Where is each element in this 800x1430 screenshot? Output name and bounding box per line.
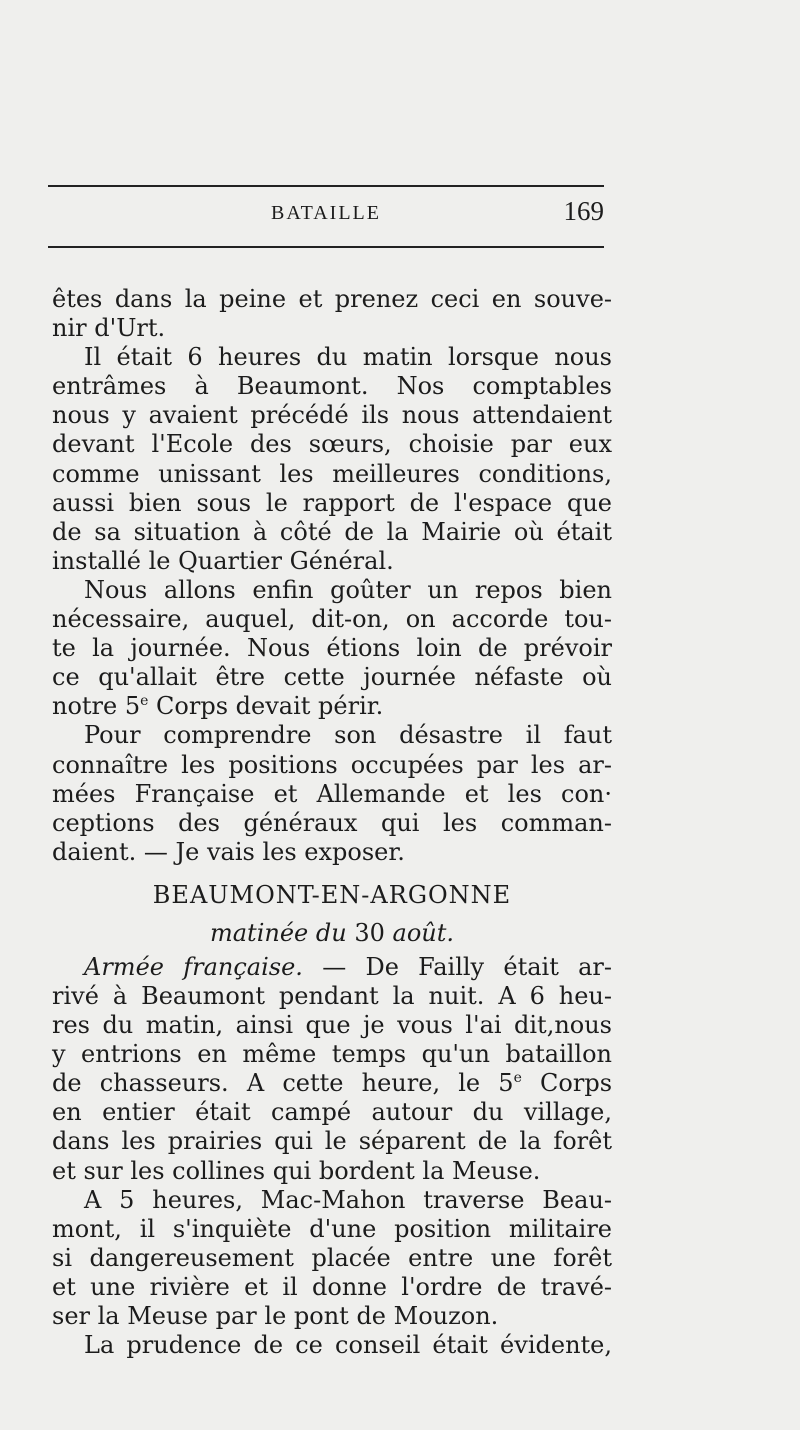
text-line: en entier était campé autour du village, xyxy=(52,1098,612,1127)
text-line: mées Française et Allemande et les con· xyxy=(52,779,612,808)
text-line: et une rivière et il donne l'ordre de travé- xyxy=(52,1272,612,1301)
text-line: êtes dans la peine et prenez ceci en souve- xyxy=(52,285,612,313)
text-line: ceptions des généraux qui les comman- xyxy=(52,808,612,837)
text-line: Nous allons enfin goûter un repos bien xyxy=(84,575,612,604)
header-rule-top xyxy=(48,185,604,187)
text-line: entrâmes à Beaumont. Nos comptables xyxy=(52,372,612,401)
text-line: ser la Meuse par le pont de Mouzon. xyxy=(52,1302,499,1330)
text-line: et sur les collines qui bordent la Meuse. xyxy=(52,1156,541,1185)
text-line: nir d'Urt. xyxy=(52,314,166,343)
running-title: BATAILLE xyxy=(271,202,381,224)
text-line: y entrions en même temps qu'un bataillon xyxy=(52,1040,612,1069)
page-number: 169 xyxy=(563,196,604,226)
text-line: notre 5e Corps devait périr. xyxy=(52,692,384,721)
body-text xyxy=(52,285,612,1360)
header-rule-bottom xyxy=(48,246,604,248)
text-line: nécessaire, auquel, dit-on, on accorde tou- xyxy=(52,605,612,634)
text-line: de sa situation à côté de la Mairie où était xyxy=(52,517,612,546)
text-line: comme unissant les meilleures conditions, xyxy=(52,459,612,488)
text-line: daient. — Je vais les exposer. xyxy=(52,837,405,866)
text-line: Il était 6 heures du matin lorsque nous xyxy=(84,343,612,372)
text-line: La prudence de ce conseil était évidente, xyxy=(84,1331,612,1360)
text-line: Armée française. — De Failly était ar- xyxy=(84,952,613,981)
text-line: Pour comprendre son désastre il faut xyxy=(84,721,612,750)
text-line: devant l'Ecole des sœurs, choisie par eux xyxy=(52,430,612,459)
text-line: de chasseurs. A cette heure, le 5e Corps xyxy=(52,1069,613,1098)
text-line: si dangereusement placée entre une forêt xyxy=(52,1243,612,1272)
text-line: installé le Quartier Général. xyxy=(52,546,394,575)
text-line: rivé à Beaumont pendant la nuit. A 6 heu- xyxy=(52,981,612,1010)
section-heading: BEAUMONT-EN-ARGONNE xyxy=(152,880,512,909)
text-line: res du matin, ainsi que je vous l'ai dit,nous xyxy=(52,1011,612,1040)
text-line: dans les prairies qui le séparent de la forêt xyxy=(52,1127,612,1156)
text-line: connaître les positions occupées par les ar- xyxy=(52,750,612,779)
text-line: nous y avaient précédé ils nous attendaient xyxy=(52,401,612,430)
section-subheading: matinée du 30 août. xyxy=(209,918,455,947)
text-line: ce qu'allait être cette journée néfaste où xyxy=(52,663,612,692)
text-line: A 5 heures, Mac-Mahon traverse Beau- xyxy=(84,1185,612,1214)
text-line: aussi bien sous le rapport de l'espace que xyxy=(52,488,612,517)
text-line: te la journée. Nous étions loin de prévoir xyxy=(52,634,612,663)
text-line: mont, il s'inquiète d'une position militaire xyxy=(52,1214,612,1243)
